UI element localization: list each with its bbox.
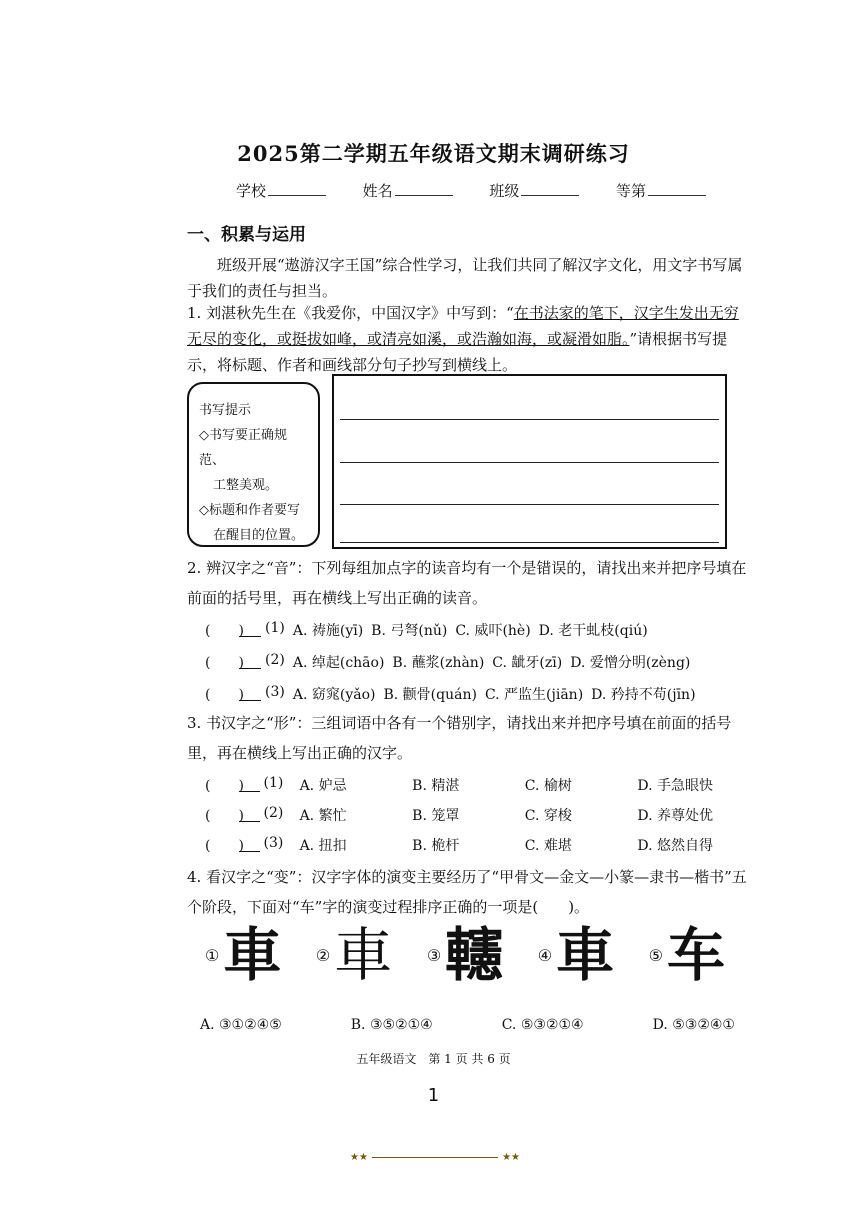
item-number: (2) — [263, 805, 284, 821]
hint-line: ◇标题和作者要写 — [199, 503, 300, 518]
item-number: (3) — [263, 835, 284, 851]
option-b: B. 桅杆 — [412, 838, 460, 854]
q1-tail: ”请根据书写提示，将标题、作者和画线部分句子抄写到横线上。 — [187, 330, 728, 374]
class-field — [489, 180, 579, 201]
writing-line[interactable] — [340, 504, 719, 505]
writing-line[interactable] — [340, 462, 719, 463]
writing-line[interactable] — [340, 542, 719, 543]
char-number: ① — [205, 945, 220, 965]
option-c: C. 威吓(hè) — [455, 623, 531, 639]
star-icon: ★★ — [350, 1152, 368, 1163]
char-number: ⑤ — [648, 945, 663, 965]
question-1 — [187, 300, 747, 378]
answer-paren[interactable]: ( ) — [205, 623, 244, 639]
q4-options — [200, 1017, 735, 1033]
char-item — [648, 921, 725, 989]
option-d: D. 养尊处优 — [637, 808, 714, 824]
char-glyph: 车 — [666, 921, 725, 989]
option-d: D. 老干虬枝(qiú) — [538, 623, 648, 639]
option-d: D. 手急眼快 — [637, 778, 714, 794]
item-number: (1) — [263, 775, 284, 791]
name-label: 姓名 — [362, 182, 393, 200]
page-footer: 五年级语文 第 1 页 共 6 页 — [356, 1052, 511, 1066]
decorative-divider — [350, 1152, 520, 1163]
name-field — [363, 180, 453, 201]
hint-title: 书写提示 — [199, 403, 252, 418]
answer-blank[interactable] — [239, 775, 260, 792]
hint-line: 工整美观。 — [213, 478, 279, 493]
school-blank[interactable] — [268, 195, 326, 196]
option-c: C. 穿梭 — [524, 808, 572, 824]
intro-text: 班级开展“遨游汉字王国”综合性学习，让我们共同了解汉字文化，用文字书写属于我们的责任与担当。 — [187, 256, 743, 300]
option-d: D. ⑤③②④① — [652, 1017, 735, 1033]
char-item — [315, 921, 393, 989]
q3-row — [205, 835, 750, 855]
q3-row — [205, 775, 750, 795]
answer-blank[interactable] — [239, 684, 261, 701]
hint-line: 在醒目的位置。 — [213, 528, 305, 543]
char-item — [537, 921, 615, 989]
char-glyph: 車 — [334, 921, 393, 989]
char-number: ③ — [426, 945, 442, 965]
q3-row — [205, 805, 750, 825]
answer-blank[interactable] — [239, 835, 260, 852]
option-b: B. 笼罩 — [412, 808, 460, 824]
answer-paren[interactable]: ( ) — [205, 655, 244, 671]
option-b: B. 颧骨(quán) — [383, 687, 477, 703]
option-b: B. 蘸浆(zhàn) — [392, 655, 485, 671]
option-a: A. 祷施(yī) — [292, 623, 364, 639]
answer-paren[interactable]: ( ) — [205, 687, 244, 703]
option-a: A. ③①②④⑤ — [200, 1017, 282, 1033]
q1-lead: 1. 刘湛秋先生在《我爱你，中国汉字》中写到：“ — [187, 304, 514, 322]
star-icon: ★★ — [502, 1152, 520, 1163]
option-c: C. 严监生(jiān) — [484, 687, 584, 703]
option-b: B. 弓弩(nǔ) — [371, 623, 448, 639]
option-b: B. 精湛 — [412, 778, 460, 794]
option-c: C. 榆树 — [524, 778, 572, 794]
answer-paren[interactable]: ( ) — [205, 778, 244, 794]
char-item — [426, 921, 504, 989]
option-c: C. 难堪 — [524, 838, 572, 854]
page-number: 1 — [427, 1085, 440, 1106]
option-a: A. 扭扣 — [299, 838, 347, 854]
question-4: 4. 看汉字之“变”：汉字字体的演变主要经历了“甲骨文—金文—小篆—隶书—楷书”五个阶段，下面对“车”字的演变过程排序正确的一项是( )。 — [187, 868, 747, 916]
q2-row — [205, 684, 750, 704]
school-label: 学校 — [236, 182, 267, 200]
option-d: D. 悠然自得 — [637, 838, 714, 854]
option-c: C. 龇牙(zī) — [492, 655, 563, 671]
item-number: (1) — [265, 620, 285, 636]
char-evolution — [205, 921, 725, 989]
char-glyph: 車 — [556, 921, 615, 989]
char-number: ④ — [537, 945, 553, 965]
option-a: A. 绰起(chāo) — [292, 655, 385, 671]
q1-quote: 在书法家的笔下，汉字生发出无穷无尽的变化，或挺拔如峰，或清亮如溪，或浩瀚如海，或凝滑如脂。 — [187, 304, 739, 348]
char-number: ② — [315, 945, 331, 965]
option-a: A. 妒忌 — [299, 778, 347, 794]
option-b: B. ③⑤②①④ — [350, 1017, 433, 1033]
school-field — [236, 180, 326, 201]
page-title: 2025第二学期五年级语文期末调研练习 — [237, 141, 630, 166]
q2-row — [205, 652, 750, 672]
question-2: 2. 辨汉字之“音”：下列每组加点字的读音均有一个是错误的，请找出来并把序号填在前面的括号里，再在横线上写出正确的读音。 — [187, 559, 747, 607]
option-a: A. 繁忙 — [299, 808, 347, 824]
char-glyph: 𨏥 — [445, 921, 504, 989]
item-number: (2) — [265, 652, 285, 668]
char-glyph: 車 — [223, 921, 282, 989]
answer-paren[interactable]: ( ) — [205, 808, 244, 824]
grade-blank[interactable] — [648, 195, 706, 196]
grade-field — [616, 180, 706, 201]
char-item — [205, 921, 282, 989]
hint-line: ◇书写要正确规范、 — [199, 428, 287, 468]
option-d: D. 矜持不苟(jīn) — [591, 687, 696, 703]
writing-box[interactable] — [332, 374, 727, 549]
item-number: (3) — [265, 684, 285, 700]
question-3: 3. 书汉字之“形”：三组词语中各有一个错别字，请找出来并把序号填在前面的括号里，再在横线上写出正确的汉字。 — [187, 714, 732, 762]
option-a: A. 窈窕(yǎo) — [292, 687, 376, 703]
student-info — [236, 180, 706, 201]
answer-blank[interactable] — [239, 652, 261, 669]
name-blank[interactable] — [395, 195, 453, 196]
writing-hint-box — [187, 382, 320, 547]
q2-row — [205, 620, 750, 640]
class-blank[interactable] — [521, 195, 579, 196]
answer-blank[interactable] — [239, 620, 261, 637]
divider-line — [372, 1157, 498, 1158]
class-label: 班级 — [489, 182, 520, 200]
answer-paren[interactable]: ( ) — [205, 838, 244, 854]
answer-blank[interactable] — [239, 805, 260, 822]
writing-line[interactable] — [340, 419, 719, 420]
option-c: C. ⑤③②①④ — [501, 1017, 584, 1033]
grade-label: 等第 — [615, 182, 646, 200]
option-d: D. 爱憎分明(zèng) — [570, 655, 691, 671]
section-heading: 一、积累与运用 — [187, 225, 306, 245]
